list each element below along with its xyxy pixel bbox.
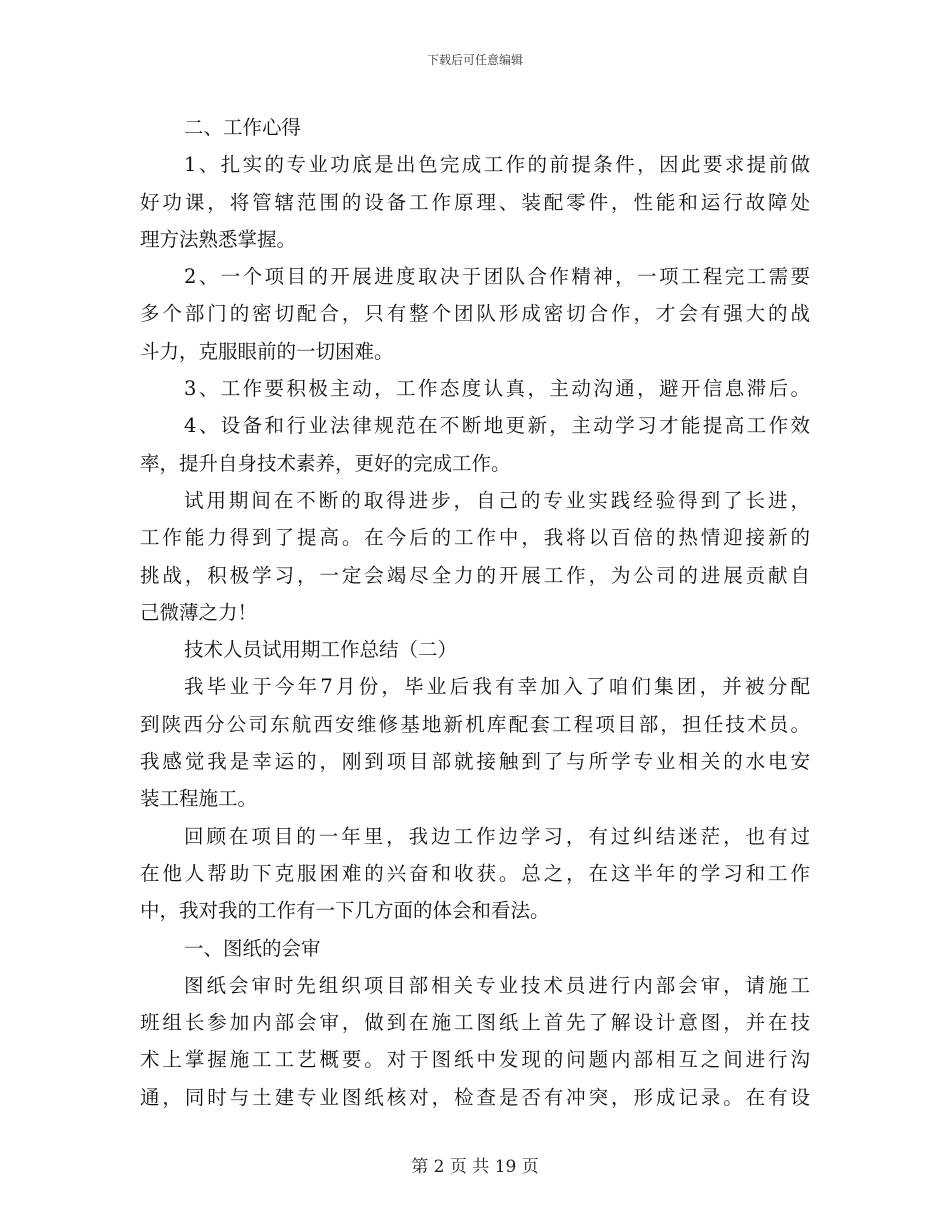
text-line: 1、扎实的专业功底是出色完成工作的前提条件，因此要求提前做 bbox=[184, 153, 810, 177]
text-line: 试用期间在不断的取得进步，自己的专业实践经验得到了长进， bbox=[184, 488, 810, 512]
text-line: 好功课，将管辖范围的设备工作原理、装配零件，性能和运行故障处 bbox=[140, 190, 810, 214]
section-heading: 二、工作心得 bbox=[184, 116, 302, 139]
text-line: 我感觉我是幸运的，刚到项目部就接触到了与所学专业相关的水电安 bbox=[140, 750, 810, 774]
section-heading: 一、图纸的会审 bbox=[184, 936, 321, 960]
text-line: 3、工作要积极主动，工作态度认真，主动沟通，避开信息滞后。 bbox=[184, 377, 810, 401]
text-line: 图纸会审时先组织项目部相关专业技术员进行内部会审，请施工 bbox=[184, 973, 810, 997]
text-line: 班组长参加内部会审，做到在施工图纸上首先了解设计意图，并在技 bbox=[140, 1011, 810, 1035]
text-line: 挑战，积极学习，一定会竭尽全力的开展工作，为公司的进展贡献自 bbox=[140, 563, 810, 587]
text-line: 斗力，克服眼前的一切困难。 bbox=[140, 339, 394, 363]
text-line: 率，提升自身技术素养，更好的完成工作。 bbox=[140, 451, 511, 475]
text-line: 4、设备和行业法律规范在不断地更新，主动学习才能提高工作效 bbox=[184, 414, 810, 438]
page-number: 第 2 页 共 19 页 bbox=[411, 1157, 539, 1177]
text-line: 通，同时与土建专业图纸核对，检查是否有冲突，形成记录。在有设 bbox=[140, 1085, 810, 1109]
text-line: 我毕业于今年7月份，毕业后我有幸加入了咱们集团，并被分配 bbox=[184, 675, 810, 699]
text-line: 装工程施工。 bbox=[140, 787, 258, 811]
document-body bbox=[140, 109, 810, 1116]
text-line: 理方法熟悉掌握。 bbox=[140, 227, 297, 251]
text-line: 2、一个项目的开展进度取决于团队合作精神，一项工程完工需要 bbox=[184, 265, 810, 289]
text-line: 多个部门的密切配合，只有整个团队形成密切合作，才会有强大的战 bbox=[140, 302, 810, 326]
text-line: 工作能力得到了提高。在今后的工作中，我将以百倍的热情迎接新的 bbox=[140, 526, 810, 550]
text-line: 中，我对我的工作有一下几方面的体会和看法。 bbox=[140, 899, 550, 923]
page-header-note: 下载后可任意编辑 bbox=[426, 53, 523, 67]
text-line: 在他人帮助下克服困难的兴奋和收获。总之，在这半年的学习和工作 bbox=[140, 861, 810, 885]
text-line: 术上掌握施工工艺概要。对于图纸中发现的问题内部相互之间进行沟 bbox=[140, 1048, 810, 1072]
text-line: 己微薄之力！ bbox=[140, 600, 258, 624]
section-heading: 技术人员试用期工作总结（二） bbox=[184, 638, 458, 662]
text-line: 回顾在项目的一年里，我边工作边学习，有过纠结迷茫，也有过 bbox=[184, 824, 810, 848]
text-line: 到陕西分公司东航西安维修基地新机库配套工程项目部，担任技术员。 bbox=[140, 712, 810, 736]
